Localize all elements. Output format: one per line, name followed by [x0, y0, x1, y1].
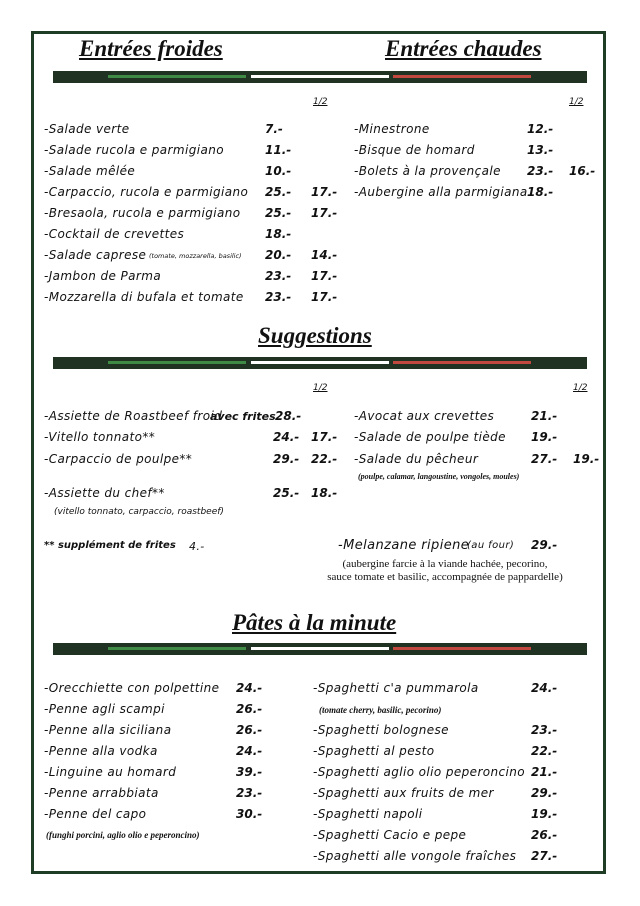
item-price: 26.- — [236, 702, 263, 716]
band-green-stripe — [108, 361, 246, 364]
item-half-price: 14.- — [311, 248, 338, 262]
item-half-price: 17.- — [311, 185, 338, 199]
item-price: 21.- — [531, 409, 558, 423]
band-white-stripe — [251, 75, 389, 78]
item-price: 23.- — [527, 164, 554, 178]
item-half-price: 17.- — [311, 290, 338, 304]
item-price: 26.- — [236, 723, 263, 737]
item-name: -Minestrone — [354, 122, 430, 136]
list-item — [44, 164, 344, 185]
item-half-price: 16.- — [569, 164, 596, 178]
list-item — [354, 409, 604, 430]
item-price: 19.- — [531, 430, 558, 444]
list-item — [44, 143, 344, 164]
band-white-stripe — [251, 361, 389, 364]
item-price: 21.- — [531, 765, 558, 779]
half-portion-label: 1/2 — [313, 97, 328, 107]
item-name: -Spaghetti napoli — [313, 807, 423, 821]
item-price: 25.- — [265, 206, 292, 220]
list-item — [354, 164, 594, 185]
item-name: -Spaghetti al pesto — [313, 744, 435, 758]
item-price: 13.- — [527, 143, 554, 157]
item-name: -Penne alla siciliana — [44, 723, 172, 737]
item-name: -Spaghetti aux fruits de mer — [313, 786, 494, 800]
item-name: -Orecchiette con polpettine — [44, 681, 220, 695]
item-half-price: 17.- — [311, 430, 338, 444]
item-price: 26.- — [531, 828, 558, 842]
heading-entrees-chaudes: Entrées chaudes — [385, 36, 542, 61]
band-green-stripe — [108, 647, 246, 650]
item-name: -Mozzarella di bufala et tomate — [44, 290, 244, 304]
heading-pates: Pâtes à la minute — [232, 610, 397, 635]
item-price: 12.- — [527, 122, 554, 136]
item-name: -Bresaola, rucola e parmigiano — [44, 206, 241, 220]
item-price: 23.- — [265, 290, 292, 304]
frites-supplement-price: 4.- — [189, 540, 205, 553]
item-name: -Spaghetti Cacio e pepe — [313, 828, 467, 842]
item-name: -Vitello tonnato** — [44, 430, 156, 444]
item-price: 11.- — [265, 143, 292, 157]
item-price: 23.- — [265, 269, 292, 283]
item-name: -Salade rucola e parmigiano — [44, 143, 224, 157]
list-item — [313, 744, 573, 765]
item-half-price: 22.- — [311, 452, 338, 466]
item-price: 19.- — [531, 807, 558, 821]
melanzane-name: -Melanzane ripiene — [338, 538, 470, 553]
item-price: 27.- — [531, 452, 558, 466]
band-green-stripe — [108, 75, 246, 78]
item-name: -Aubergine alla parmigiana — [354, 185, 528, 199]
item-price: 25.- — [273, 486, 300, 500]
item-price: 27.- — [531, 849, 558, 863]
item-price: 24.- — [236, 681, 263, 695]
item-name: -Salade du pêcheur — [354, 452, 479, 466]
list-item — [354, 430, 604, 451]
list-item — [44, 206, 344, 227]
item-name: -Bisque de homard — [354, 143, 475, 157]
item-name: -Spaghetti aglio olio peperoncino — [313, 765, 526, 779]
list-item — [44, 269, 344, 290]
item-name: -Cocktail de crevettes — [44, 227, 185, 241]
list-item — [354, 452, 604, 473]
melanzane-description-line2: sauce tomate et basilic, accompagnée de pappardelle) — [327, 571, 563, 583]
list-item — [44, 486, 344, 507]
band-red-stripe — [393, 361, 531, 364]
melanzane-price: 29.- — [531, 538, 558, 552]
band-red-stripe — [393, 75, 531, 78]
item-note: (tomate, mozzarella, basilic) — [149, 252, 242, 260]
item-price: 30.- — [236, 807, 263, 821]
item-price: 29.- — [273, 452, 300, 466]
list-item — [44, 409, 344, 430]
item-name: -Salade de poulpe tiède — [354, 430, 506, 444]
melanzane-note: (au four) — [467, 540, 515, 551]
item-price: 23.- — [236, 786, 263, 800]
item-name: -Carpaccio de poulpe** — [44, 452, 193, 466]
tricolor-band — [53, 643, 587, 655]
item-extra: avec frites — [210, 410, 276, 423]
list-item — [313, 828, 573, 849]
item-name: -Bolets à la provençale — [354, 164, 501, 178]
item-price: 18.- — [265, 227, 292, 241]
list-item — [313, 786, 573, 807]
list-item — [354, 143, 594, 164]
item-name: -Salade caprese — [44, 248, 147, 262]
item-name: -Jambon de Parma — [44, 269, 162, 283]
heading-suggestions: Suggestions — [258, 323, 372, 348]
list-item — [313, 765, 573, 786]
item-name: -Salade mêlée — [44, 164, 136, 178]
list-item — [44, 185, 344, 206]
melanzane-description-line1: (aubergine farcie à la viande hachée, pecorino, — [342, 558, 548, 570]
list-item — [354, 185, 594, 206]
item-price: 24.- — [236, 744, 263, 758]
item-price: 25.- — [265, 185, 292, 199]
item-half-price: 17.- — [311, 206, 338, 220]
item-price: 7.- — [265, 122, 283, 136]
item-name: -Penne del capo — [44, 807, 147, 821]
list-item — [313, 723, 573, 744]
item-half-price: 19.- — [573, 452, 600, 466]
item-note: (tomate cherry, basilic, pecorino) — [319, 705, 442, 715]
half-portion-label: 1/2 — [569, 97, 584, 107]
item-price: 23.- — [531, 723, 558, 737]
heading-entrees-froides: Entrées froides — [79, 36, 223, 61]
list-item — [44, 744, 284, 765]
list-item — [44, 681, 284, 702]
item-note: (vitello tonnato, carpaccio, roastbeef) — [54, 507, 224, 517]
item-name: -Penne agli scampi — [44, 702, 165, 716]
item-price: 20.- — [265, 248, 292, 262]
list-item — [44, 452, 344, 473]
item-name: -Penne alla vodka — [44, 744, 158, 758]
list-item — [313, 849, 573, 870]
tricolor-band — [53, 71, 587, 83]
item-note: (poulpe, calamar, langoustine, vongoles, moules) — [358, 472, 520, 481]
item-price: 28.- — [275, 409, 302, 423]
list-item — [44, 290, 344, 311]
item-price: 22.- — [531, 744, 558, 758]
list-item — [44, 807, 284, 828]
item-price: 29.- — [531, 786, 558, 800]
item-name: -Avocat aux crevettes — [354, 409, 495, 423]
list-item — [313, 807, 573, 828]
item-price: 24.- — [531, 681, 558, 695]
list-item — [44, 765, 284, 786]
band-white-stripe — [251, 647, 389, 650]
item-name: -Spaghetti c'a pummarola — [313, 681, 479, 695]
item-price: 18.- — [527, 185, 554, 199]
item-name: -Salade verte — [44, 122, 130, 136]
list-item — [313, 681, 573, 702]
item-price: 10.- — [265, 164, 292, 178]
item-name: -Assiette du chef** — [44, 486, 165, 500]
list-item — [44, 702, 284, 723]
item-price: 24.- — [273, 430, 300, 444]
item-name: -Penne arrabbiata — [44, 786, 159, 800]
half-portion-label: 1/2 — [313, 383, 328, 393]
frites-supplement-label: ** supplément de frites — [44, 540, 176, 551]
item-name: -Assiette de Roastbeef froid — [44, 409, 223, 423]
list-item — [44, 122, 344, 143]
tricolor-band — [53, 357, 587, 369]
list-item — [44, 248, 344, 269]
list-item — [44, 430, 344, 451]
list-item — [44, 786, 284, 807]
item-note: (funghi porcini, aglio olio e peperoncino) — [46, 830, 200, 840]
half-portion-label: 1/2 — [573, 383, 588, 393]
item-name: -Linguine au homard — [44, 765, 177, 779]
item-name: -Carpaccio, rucola e parmigiano — [44, 185, 249, 199]
item-half-price: 17.- — [311, 269, 338, 283]
list-item — [44, 723, 284, 744]
item-name: -Spaghetti alle vongole fraîches — [313, 849, 517, 863]
item-half-price: 18.- — [311, 486, 338, 500]
list-item — [44, 227, 344, 248]
list-item — [354, 122, 594, 143]
item-price: 39.- — [236, 765, 263, 779]
band-red-stripe — [393, 647, 531, 650]
item-name: -Spaghetti bolognese — [313, 723, 449, 737]
